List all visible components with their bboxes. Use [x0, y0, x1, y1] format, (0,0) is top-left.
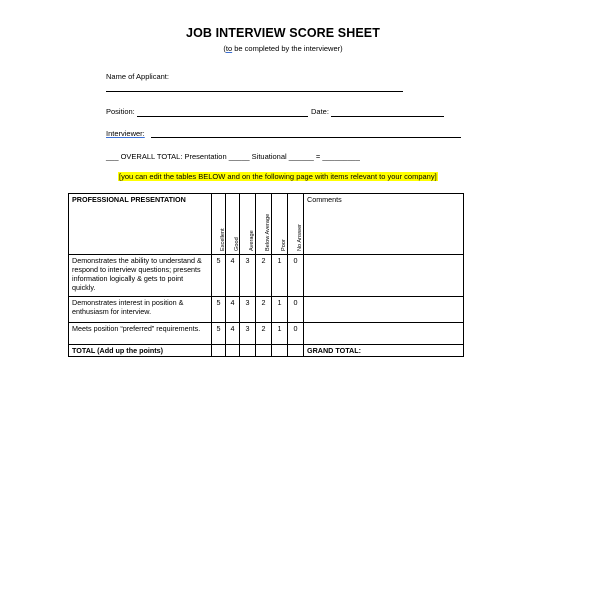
score-cell[interactable]: 0	[288, 297, 304, 323]
overall-total-line: ___ OVERALL TOTAL: Presentation _____ Situational ______ = _________	[106, 152, 360, 161]
position-field[interactable]	[137, 116, 308, 117]
score-cell[interactable]: 1	[272, 255, 288, 297]
section-title: PROFESSIONAL PRESENTATION	[69, 194, 212, 255]
criterion-text: Demonstrates the ability to understand & respond to interview questions; presents information logically & gets to point quickly.	[69, 255, 212, 297]
rating-label: Poor	[280, 239, 287, 251]
rating-label: Average	[248, 230, 255, 251]
table-row	[69, 255, 464, 297]
rating-header-poor	[272, 194, 288, 255]
score-cell[interactable]: 1	[272, 323, 288, 345]
comments-cell[interactable]	[304, 323, 464, 345]
rating-label: Below Average	[264, 213, 271, 251]
comments-cell[interactable]	[304, 255, 464, 297]
rating-label: No Answer	[296, 223, 303, 251]
subtitle	[0, 44, 566, 53]
score-cell[interactable]: 5	[212, 323, 226, 345]
total-label: TOTAL (Add up the points)	[69, 345, 212, 357]
subtitle-to: to	[225, 44, 233, 53]
total-cell[interactable]	[256, 345, 272, 357]
rating-header-no-answer	[288, 194, 304, 255]
total-cell[interactable]	[272, 345, 288, 357]
total-cell[interactable]	[212, 345, 226, 357]
interviewer-field[interactable]	[151, 137, 461, 138]
rating-header-below-average	[256, 194, 272, 255]
subtitle-rest: be completed by the interviewer)	[232, 44, 343, 53]
score-cell[interactable]: 5	[212, 297, 226, 323]
score-cell[interactable]: 3	[240, 255, 256, 297]
date-field[interactable]	[331, 116, 444, 117]
total-cell[interactable]	[240, 345, 256, 357]
comments-cell[interactable]	[304, 297, 464, 323]
score-cell[interactable]: 4	[226, 323, 240, 345]
applicant-field[interactable]	[106, 91, 403, 92]
subtitle-open: (	[223, 44, 226, 53]
grand-total-label: GRAND TOTAL:	[304, 345, 464, 357]
score-table	[68, 193, 464, 357]
criterion-text: Meets position “preferred” requirements.	[69, 323, 212, 345]
score-cell[interactable]: 2	[256, 323, 272, 345]
score-cell[interactable]: 0	[288, 323, 304, 345]
score-cell[interactable]: 0	[288, 255, 304, 297]
rating-label: Excellent	[219, 228, 226, 251]
score-cell[interactable]: 4	[226, 255, 240, 297]
table-header-row	[69, 194, 464, 255]
rating-header-excellent	[212, 194, 226, 255]
table-row	[69, 297, 464, 323]
score-cell[interactable]: 1	[272, 297, 288, 323]
edit-note: [you can edit the tables BELOW and on the following page with items relevant to your company]	[119, 172, 437, 181]
applicant-label: Name of Applicant:	[106, 72, 169, 81]
comments-header: Comments	[304, 194, 464, 255]
score-cell[interactable]: 2	[256, 255, 272, 297]
criterion-text: Demonstrates interest in position & enthusiasm for interview.	[69, 297, 212, 323]
rating-label: Good	[233, 237, 240, 251]
score-cell[interactable]: 4	[226, 297, 240, 323]
score-cell[interactable]: 5	[212, 255, 226, 297]
date-label: Date:	[311, 107, 329, 116]
table-row	[69, 323, 464, 345]
page-title: JOB INTERVIEW SCORE SHEET	[186, 26, 380, 40]
score-cell[interactable]: 3	[240, 323, 256, 345]
position-label: Position:	[106, 107, 135, 116]
interviewer-label: Interviewer:	[106, 129, 145, 138]
score-cell[interactable]: 2	[256, 297, 272, 323]
score-cell[interactable]: 3	[240, 297, 256, 323]
total-row	[69, 345, 464, 357]
total-cell[interactable]	[226, 345, 240, 357]
total-cell[interactable]	[288, 345, 304, 357]
